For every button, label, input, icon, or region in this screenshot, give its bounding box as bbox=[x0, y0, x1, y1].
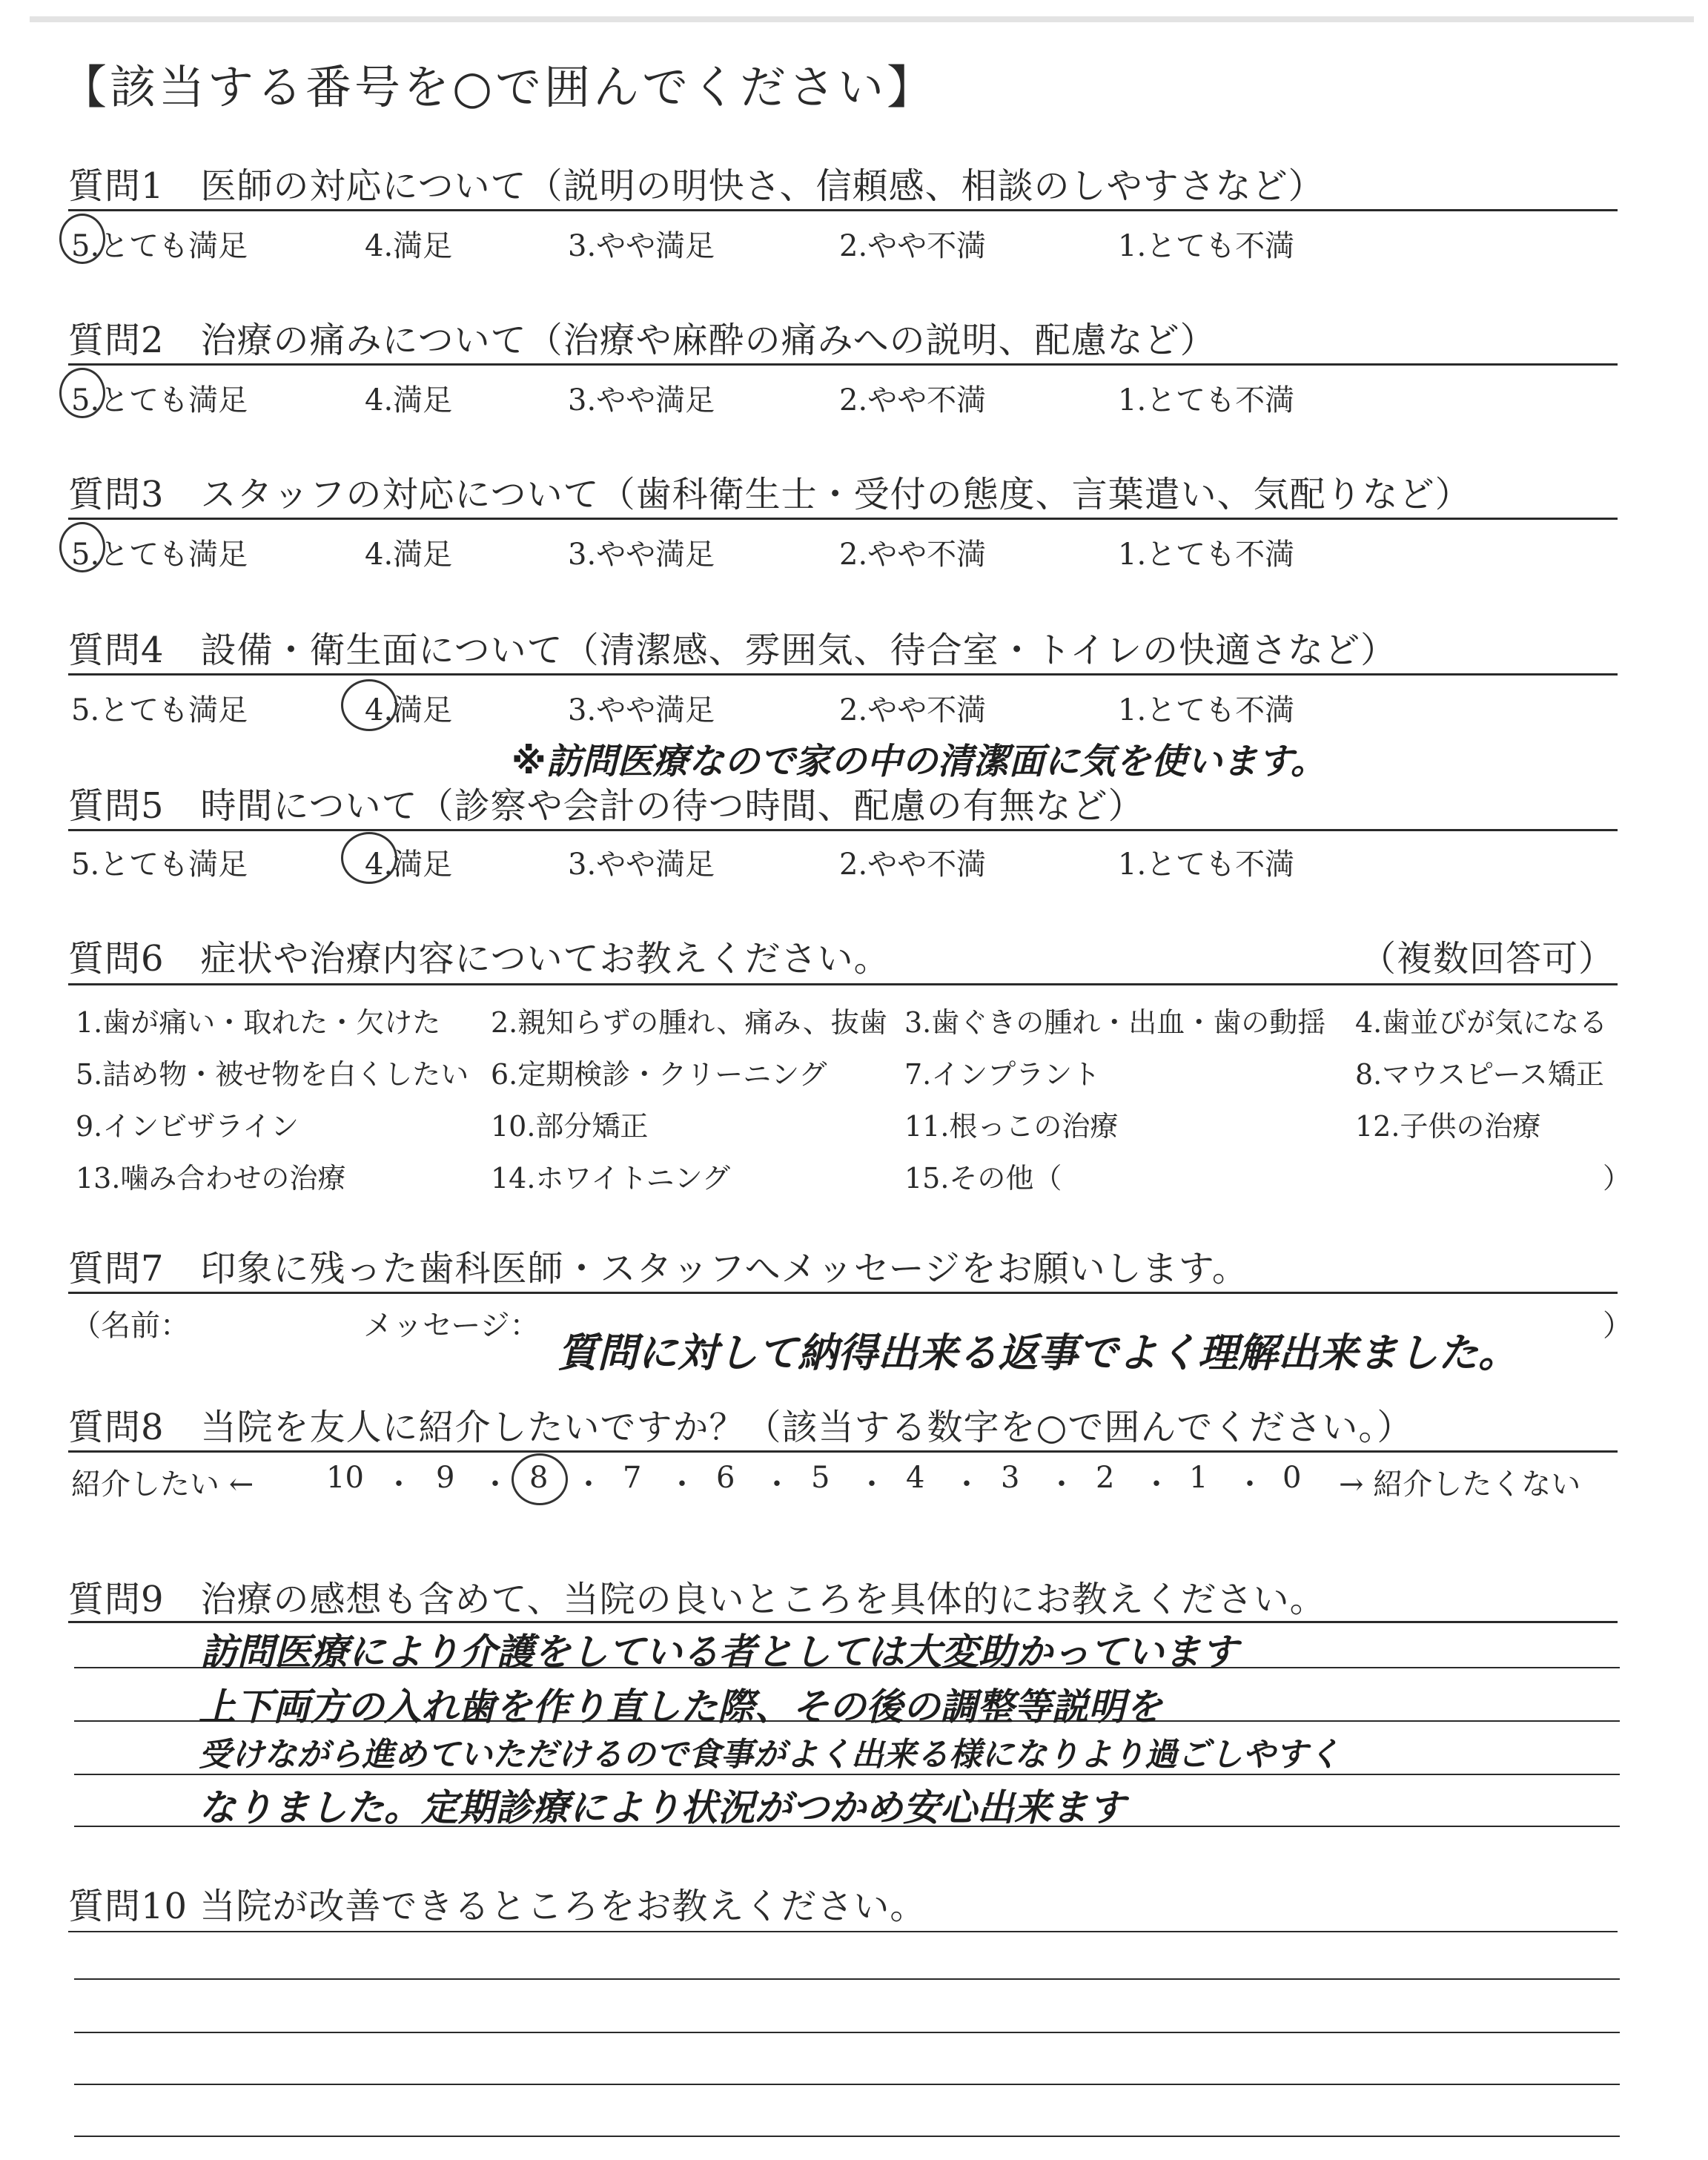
q3-option-2[interactable]: 2.やや不満 bbox=[839, 538, 987, 572]
q8-right-label: → 紹介したくない bbox=[1339, 1467, 1581, 1502]
q1-option-5[interactable]: 5.とても満足 bbox=[71, 229, 248, 263]
q6-option-2[interactable]: 2.親知らずの腫れ、痛み、抜歯 bbox=[491, 1006, 887, 1039]
form-title: 【該当する番号を○で囲んでください】 bbox=[61, 60, 936, 114]
q9-heading: 質問9 治療の感想も含めて、当院の良いところを具体的にお教えください。 bbox=[68, 1579, 1326, 1620]
q3-option-1[interactable]: 1.とても不満 bbox=[1118, 538, 1295, 572]
q1-option-3[interactable]: 3.やや満足 bbox=[568, 229, 715, 263]
q8-score-2[interactable]: 2 bbox=[1096, 1461, 1115, 1495]
q5-rule bbox=[68, 829, 1618, 831]
q8-separator: ・ bbox=[384, 1467, 414, 1502]
q6-option-4[interactable]: 4.歯並びが気になる bbox=[1355, 1006, 1608, 1039]
q8-separator: ・ bbox=[1142, 1467, 1171, 1502]
q4-option-1[interactable]: 1.とても不満 bbox=[1118, 693, 1295, 727]
q1-rule bbox=[68, 209, 1618, 211]
q6-option-12[interactable]: 12.子供の治療 bbox=[1355, 1110, 1541, 1143]
q8-separator: ・ bbox=[1047, 1467, 1076, 1502]
q7-handwritten-message: 質問に対して納得出来る返事でよく理解出来ました。 bbox=[557, 1330, 1518, 1376]
q9-handwritten-line-3: 受けながら進めていただけるので食事がよく出来る様になりより過ごしやすく bbox=[199, 1736, 1340, 1774]
q1-heading: 質問1 医師の対応について（説明の明快さ、信頼感、相談のしやすさなど） bbox=[68, 165, 1325, 207]
q4-option-5[interactable]: 5.とても満足 bbox=[71, 693, 248, 727]
q6-option-8[interactable]: 8.マウスピース矯正 bbox=[1355, 1058, 1604, 1091]
q1-option-4[interactable]: 4.満足 bbox=[365, 229, 453, 263]
q8-score-4[interactable]: 4 bbox=[906, 1461, 925, 1495]
q2-option-1[interactable]: 1.とても不満 bbox=[1118, 383, 1295, 417]
q3-heading: 質問3 スタッフの対応について（歯科衛生士・受付の態度、言葉遣い、気配りなど） bbox=[68, 474, 1472, 515]
q1-option-1[interactable]: 1.とても不満 bbox=[1118, 229, 1295, 263]
q3-option-4[interactable]: 4.満足 bbox=[365, 538, 453, 572]
q4-option-3[interactable]: 3.やや満足 bbox=[568, 693, 715, 727]
q3-option-3[interactable]: 3.やや満足 bbox=[568, 538, 715, 572]
q2-option-3[interactable]: 3.やや満足 bbox=[568, 383, 715, 417]
q3-selection-circle bbox=[59, 522, 105, 572]
q5-option-4[interactable]: 4.満足 bbox=[365, 848, 453, 882]
q8-separator: ・ bbox=[667, 1467, 697, 1502]
q2-option-2[interactable]: 2.やや不満 bbox=[839, 383, 987, 417]
q8-score-1[interactable]: 1 bbox=[1189, 1461, 1208, 1495]
q4-selection-circle bbox=[341, 679, 397, 731]
q6-option-14[interactable]: 14.ホワイトニング bbox=[491, 1162, 731, 1195]
q2-option-5[interactable]: 5.とても満足 bbox=[71, 383, 248, 417]
q4-handwritten-note: ※訪問医療なので家の中の清潔面に気を使います。 bbox=[512, 741, 1326, 782]
q2-heading: 質問2 治療の痛みについて（治療や麻酔の痛みへの説明、配慮など） bbox=[68, 320, 1217, 361]
q5-option-1[interactable]: 1.とても不満 bbox=[1118, 848, 1295, 882]
q4-heading: 質問4 設備・衛生面について（清潔感、雰囲気、待合室・トイレの快適さなど） bbox=[68, 630, 1397, 671]
q6-option-3[interactable]: 3.歯ぐきの腫れ・出血・歯の動揺 bbox=[904, 1006, 1326, 1039]
q2-option-4[interactable]: 4.満足 bbox=[365, 383, 453, 417]
q8-separator: ・ bbox=[762, 1467, 792, 1502]
q8-score-10[interactable]: 10 bbox=[326, 1461, 364, 1495]
q6-multiple-answer-note: （複数回答可） bbox=[1360, 938, 1615, 980]
q8-score-0[interactable]: 0 bbox=[1282, 1461, 1302, 1495]
q4-option-4[interactable]: 4.満足 bbox=[365, 693, 453, 727]
q6-heading: 質問6 症状や治療内容についてお教えください。 bbox=[68, 938, 890, 980]
q10-write-line bbox=[74, 2084, 1620, 2085]
q5-heading: 質問5 時間について（診察や会計の待つ時間、配慮の有無など） bbox=[68, 785, 1145, 827]
q5-option-2[interactable]: 2.やや不満 bbox=[839, 848, 987, 882]
q7-rule bbox=[68, 1292, 1618, 1294]
q2-rule bbox=[68, 363, 1618, 366]
q6-option-10[interactable]: 10.部分矯正 bbox=[491, 1110, 649, 1143]
q7-message-label: メッセージ： bbox=[363, 1309, 540, 1343]
q9-handwritten-line-4: なりました。定期診療により状況がつかめ安心出来ます bbox=[199, 1786, 1125, 1829]
q2-selection-circle bbox=[59, 368, 105, 418]
q8-score-9[interactable]: 9 bbox=[436, 1461, 455, 1495]
q9-handwritten-line-1: 訪問医療により介護をしている者としては大変助かっています bbox=[200, 1631, 1238, 1674]
q9-handwritten-line-2: 上下両方の入れ歯を作り直した際、その後の調整等説明を bbox=[199, 1685, 1162, 1728]
q4-rule bbox=[68, 673, 1618, 676]
q6-option-15-close: ） bbox=[1603, 1162, 1632, 1195]
q6-rule bbox=[68, 983, 1618, 985]
q8-rule bbox=[68, 1450, 1618, 1453]
q7-name-label: （名前： bbox=[71, 1309, 190, 1343]
q8-score-6[interactable]: 6 bbox=[716, 1461, 735, 1495]
page-top-edge bbox=[30, 16, 1694, 22]
q8-separator: ・ bbox=[574, 1467, 603, 1502]
q10-write-line bbox=[74, 2032, 1620, 2033]
q5-selection-circle bbox=[341, 832, 397, 884]
q5-option-3[interactable]: 3.やや満足 bbox=[568, 848, 715, 882]
q10-rule bbox=[68, 1931, 1618, 1932]
q8-separator: ・ bbox=[480, 1467, 510, 1502]
q8-selection-circle bbox=[512, 1453, 568, 1505]
q6-option-13[interactable]: 13.噛み合わせの治療 bbox=[76, 1162, 346, 1195]
q8-heading: 質問8 当院を友人に紹介したいですか？（該当する数字を○で囲んでください。） bbox=[68, 1407, 1414, 1448]
q8-separator: ・ bbox=[857, 1467, 887, 1502]
q3-rule bbox=[68, 518, 1618, 520]
q10-write-line bbox=[74, 1978, 1620, 1980]
q8-score-5[interactable]: 5 bbox=[811, 1461, 830, 1495]
q7-heading: 質問7 印象に残った歯科医師・スタッフへメッセージをお願いします。 bbox=[68, 1248, 1248, 1289]
q7-close-paren: ） bbox=[1603, 1309, 1632, 1343]
q8-separator: ・ bbox=[1235, 1467, 1265, 1502]
q5-option-5[interactable]: 5.とても満足 bbox=[71, 848, 248, 882]
q8-left-label: 紹介したい ← bbox=[71, 1467, 254, 1502]
q6-option-15[interactable]: 15.その他（ bbox=[904, 1162, 1062, 1195]
q8-score-7[interactable]: 7 bbox=[623, 1461, 642, 1495]
q8-score-8[interactable]: 8 bbox=[529, 1461, 549, 1495]
q4-option-2[interactable]: 2.やや不満 bbox=[839, 693, 987, 727]
q10-heading: 質問10 当院が改善できるところをお教えください。 bbox=[68, 1886, 927, 1927]
q1-option-2[interactable]: 2.やや不満 bbox=[839, 229, 987, 263]
q10-write-line bbox=[74, 2136, 1620, 2137]
q6-option-1[interactable]: 1.歯が痛い・取れた・欠けた bbox=[76, 1006, 441, 1039]
q3-option-5[interactable]: 5.とても満足 bbox=[71, 538, 248, 572]
q6-option-11[interactable]: 11.根っこの治療 bbox=[904, 1110, 1119, 1143]
q6-option-7[interactable]: 7.インプラント bbox=[904, 1058, 1101, 1091]
q6-option-6[interactable]: 6.定期検診・クリーニング bbox=[491, 1058, 827, 1091]
q1-selection-circle bbox=[59, 214, 105, 264]
q8-score-3[interactable]: 3 bbox=[1001, 1461, 1020, 1495]
q8-separator: ・ bbox=[952, 1467, 982, 1502]
q6-option-9[interactable]: 9.インビザライン bbox=[76, 1110, 299, 1143]
q6-option-5[interactable]: 5.詰め物・被せ物を白くしたい bbox=[76, 1058, 469, 1091]
